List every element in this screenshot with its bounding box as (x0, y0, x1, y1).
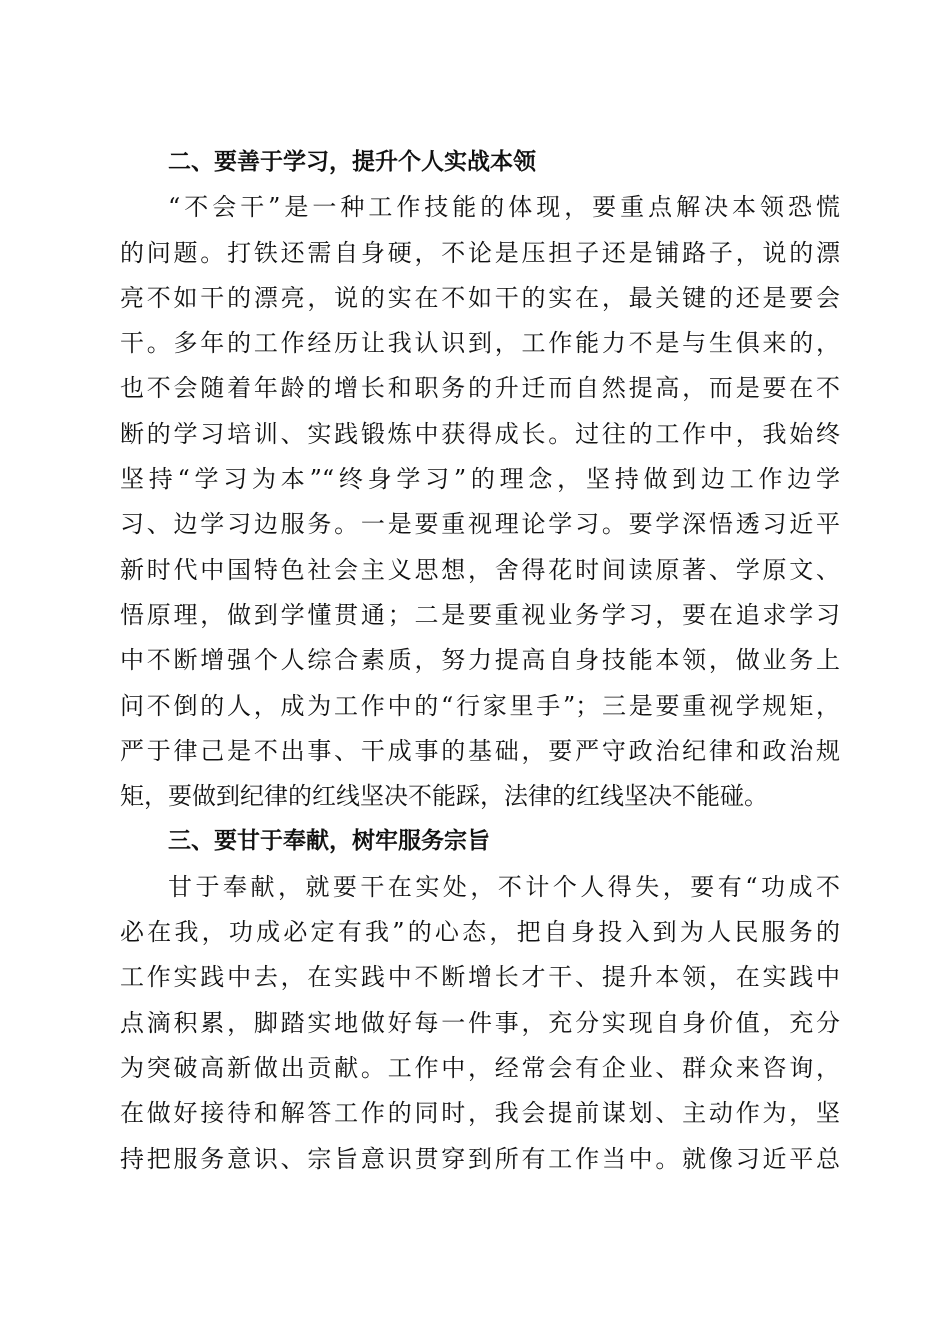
paragraph-line: 也不会随着年龄的增长和职务的升迁而自然提高，而是要在不 (120, 374, 840, 403)
paragraph-line: 甘于奉献，就要干在实处，不计个人得失，要有“功成不 (168, 872, 840, 901)
paragraph-line: 干。多年的工作经历让我认识到，工作能力不是与生俱来的， (120, 329, 840, 358)
section-heading: 二、要善于学习，提升个人实战本领 (168, 149, 536, 175)
paragraph-line: 悟原理，做到学懂贯通；二是要重视业务学习，要在追求学习 (120, 600, 840, 629)
paragraph-line: 问不倒的人，成为工作中的“行家里手”；三是要重视学规矩， (120, 691, 840, 720)
paragraph-line: 坚持“学习为本”“终身学习”的理念，坚持做到边工作边学 (120, 465, 840, 494)
paragraph-line: 亮不如干的漂亮，说的实在不如干的实在，最关键的还是要会 (120, 283, 840, 312)
paragraph-line: 中不断增强个人综合素质，努力提高自身技能本领，做业务上 (120, 646, 840, 675)
document-body (120, 140, 840, 1182)
paragraph-line: 点滴积累，脚踏实地做好每一件事，充分实现自身价值，充分 (120, 1008, 840, 1037)
paragraph-line: 的问题。打铁还需自身硬，不论是压担子还是铺路子，说的漂 (120, 238, 840, 267)
paragraph-line: 严于律己是不出事、干成事的基础，要严守政治纪律和政治规 (120, 736, 840, 765)
paragraph-line: 在做好接待和解答工作的同时，我会提前谋划、主动作为，坚 (120, 1099, 840, 1128)
paragraph-line: 断的学习培训、实践锻炼中获得成长。过往的工作中，我始终 (120, 419, 840, 448)
paragraph-line: “不会干”是一种工作技能的体现，要重点解决本领恐慌 (168, 193, 840, 222)
paragraph-line: 持把服务意识、宗旨意识贯穿到所有工作当中。就像习近平总 (120, 1144, 840, 1173)
paragraph-line: 习、边学习边服务。一是要重视理论学习。要学深悟透习近平 (120, 510, 840, 539)
paragraph-line: 矩，要做到纪律的红线坚决不能踩，法律的红线坚决不能碰。 (120, 782, 768, 811)
paragraph-line: 工作实践中去，在实践中不断增长才干、提升本领，在实践中 (120, 963, 840, 992)
section-heading: 三、要甘于奉献，树牢服务宗旨 (168, 828, 490, 855)
paragraph-line: 新时代中国特色社会主义思想，舍得花时间读原著、学原文、 (120, 555, 840, 584)
paragraph-line: 为突破高新做出贡献。工作中，经常会有企业、群众来咨询， (120, 1053, 840, 1082)
paragraph-line: 必在我，功成必定有我”的心态，把自身投入到为人民服务的 (120, 918, 840, 947)
